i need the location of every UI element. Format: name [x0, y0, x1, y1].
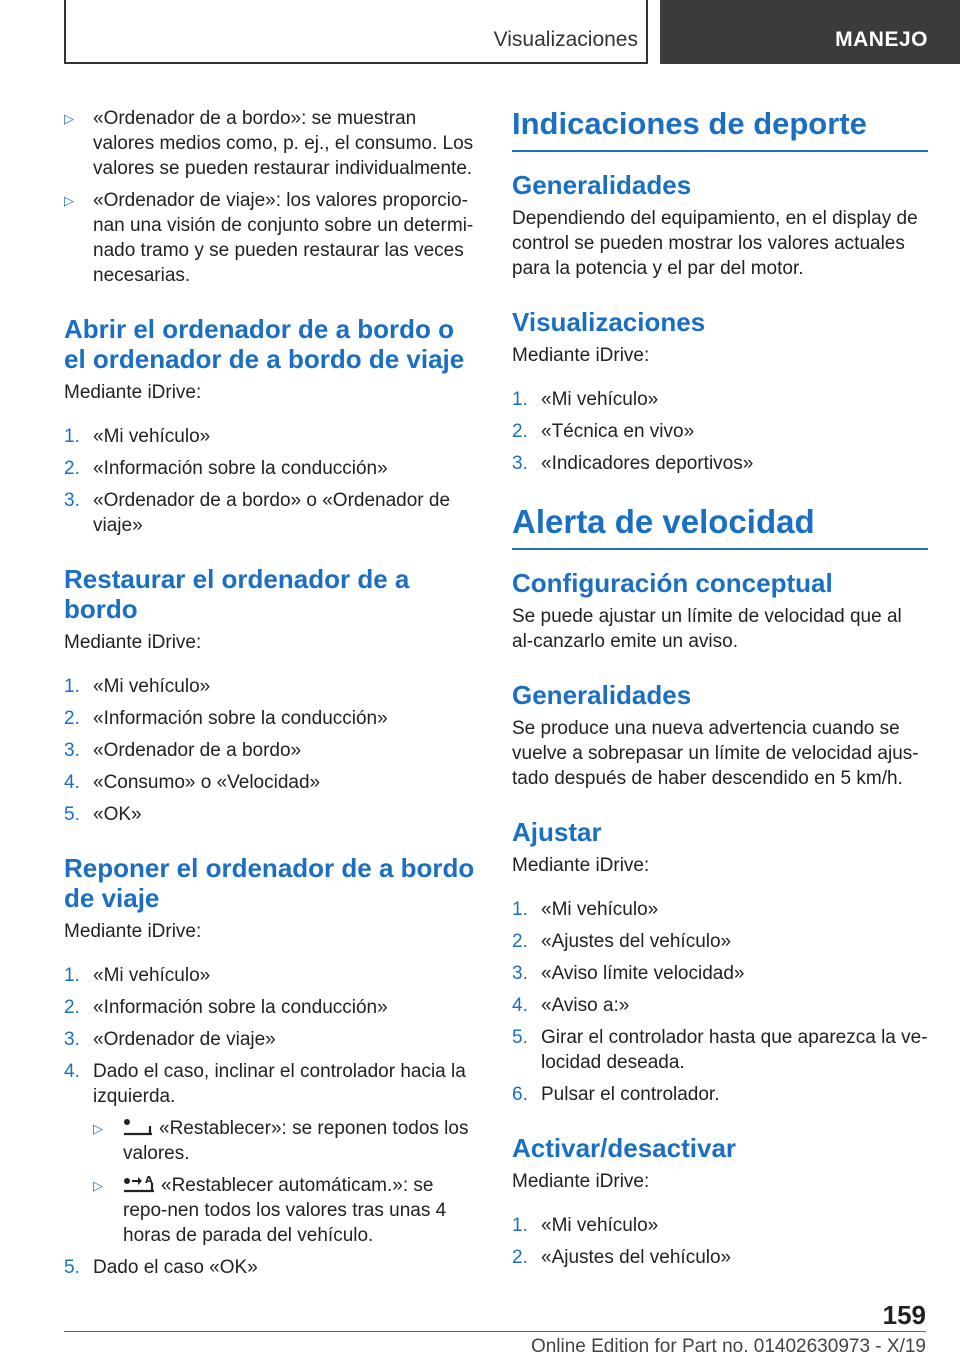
section-heading: Activar/desactivar — [512, 1133, 737, 1163]
page-number: 159 — [882, 1300, 926, 1330]
right-column — [512, 106, 928, 1270]
list-item: 6. Pulsar el controlador. — [512, 1084, 720, 1105]
intro-text: Mediante iDrive: — [64, 632, 202, 653]
list-item: 1. «Mi vehículo» — [64, 676, 211, 697]
list-item: 5. «OK» — [64, 804, 142, 825]
section-heading: Generalidades — [512, 680, 692, 710]
list-item: 1. «Mi vehículo» — [512, 1215, 659, 1236]
triangle-bullet-icon: ▷ — [64, 193, 74, 208]
intro-text: Mediante iDrive: — [512, 1171, 650, 1192]
svg-text:A: A — [145, 1175, 153, 1186]
footer-divider — [64, 1331, 926, 1332]
list-item: 3. «Ordenador de viaje» — [64, 1029, 276, 1050]
footer-text: Online Edition for Part no. 01402630973 - X/19 — [530, 1336, 926, 1357]
list-item: 2. «Ajustes del vehículo» — [512, 1247, 732, 1268]
intro-text: Mediante iDrive: — [64, 382, 202, 403]
reset-icon — [123, 1118, 153, 1136]
paragraph: Dependiendo del equipamiento, en el display de control se pueden mostrar los valores actuales para la potencia y el par del motor. — [512, 208, 918, 279]
section-heading: Visualizaciones — [512, 307, 706, 337]
header-section-title: Visualizaciones — [493, 28, 638, 51]
list-item: 3. «Ordenador de a bordo» — [64, 740, 302, 761]
list-item: 3. «Ordenador de a bordo» o «Ordenador de viaje» — [64, 490, 451, 536]
section-heading: Reponer el ordenador de a bordo de viaje — [64, 853, 475, 913]
section-heading: Generalidades — [512, 170, 692, 200]
intro-text: Mediante iDrive: — [64, 921, 202, 942]
list-item: 2. «Ajustes del vehículo» — [512, 931, 732, 952]
list-item: 2. «Información sobre la conducción» — [64, 458, 388, 479]
intro-text: Mediante iDrive: — [512, 345, 650, 366]
paragraph: Se puede ajustar un límite de velocidad que al al‐canzarlo emite un aviso. — [512, 606, 902, 652]
paragraph: Se produce una nueva advertencia cuando se vuelve a sobrepasar un límite de velocidad ajus‐tado después de haber descendido en 5 km/h. — [512, 718, 919, 789]
intro-text: Mediante iDrive: — [512, 855, 650, 876]
list-item: 3. «Aviso límite velocidad» — [512, 963, 745, 984]
list-item: ▷ «Ordenador de a bordo»: se muestran valores medios como, p. ej., el consumo. Los valores se pueden restaurar individualmente. — [64, 108, 474, 179]
chapter-heading: Alerta de velocidad — [512, 504, 928, 550]
left-column — [64, 106, 482, 1280]
list-item: 5. Dado el caso «OK» — [64, 1257, 258, 1278]
list-item: 4. Dado el caso, inclinar el controlador hacia la izquierda. ▷ «Restablecer»: se reponen todos los valores. ▷ A «Restablecer automáticam.»: se repo‐nen todos los valores tras unas 4 horas de parada del vehículo. — [64, 1059, 482, 1248]
header-chapter-tab: MANEJO — [660, 0, 960, 64]
section-heading: Abrir el ordenador de a bordo o el ordenador de a bordo de viaje — [64, 314, 465, 374]
list-item: 2. «Información sobre la conducción» — [64, 708, 388, 729]
triangle-bullet-icon: ▷ — [64, 111, 74, 126]
sub-list-item: ▷ «Restablecer»: se reponen todos los valores. — [93, 1118, 469, 1164]
list-item: 2. «Técnica en vivo» — [512, 421, 695, 442]
list-item: 2. «Información sobre la conducción» — [64, 997, 388, 1018]
section-heading: Ajustar — [512, 817, 602, 847]
list-item: 1. «Mi vehículo» — [64, 426, 211, 447]
sub-list-item: ▷ A «Restablecer automáticam.»: se repo‐nen todos los valores tras unas 4 horas de parada del vehículo. — [93, 1175, 447, 1246]
list-item: 4. «Aviso a:» — [512, 995, 630, 1016]
list-item: 1. «Mi vehículo» — [512, 389, 659, 410]
chapter-heading: Indicaciones de deporte — [512, 106, 928, 152]
triangle-bullet-icon: ▷ — [93, 1178, 103, 1193]
triangle-bullet-icon: ▷ — [93, 1121, 103, 1136]
list-item: 1. «Mi vehículo» — [64, 965, 211, 986]
auto-reset-icon — [123, 1173, 155, 1193]
list-item: 4. «Consumo» o «Velocidad» — [64, 772, 321, 793]
list-item: ▷ «Ordenador de viaje»: los valores proporcio‐nan una visión de conjunto sobre un determi‐nado tramo y se pueden restaurar las veces necesarias. — [64, 190, 474, 286]
section-heading: Configuración conceptual — [512, 568, 833, 598]
list-item: 5. Girar el controlador hasta que aparezca la ve‐locidad deseada. — [512, 1027, 928, 1073]
list-item: 1. «Mi vehículo» — [512, 899, 659, 920]
section-heading: Restaurar el ordenador de a bordo — [64, 564, 410, 624]
list-item: 3. «Indicadores deportivos» — [512, 453, 754, 474]
